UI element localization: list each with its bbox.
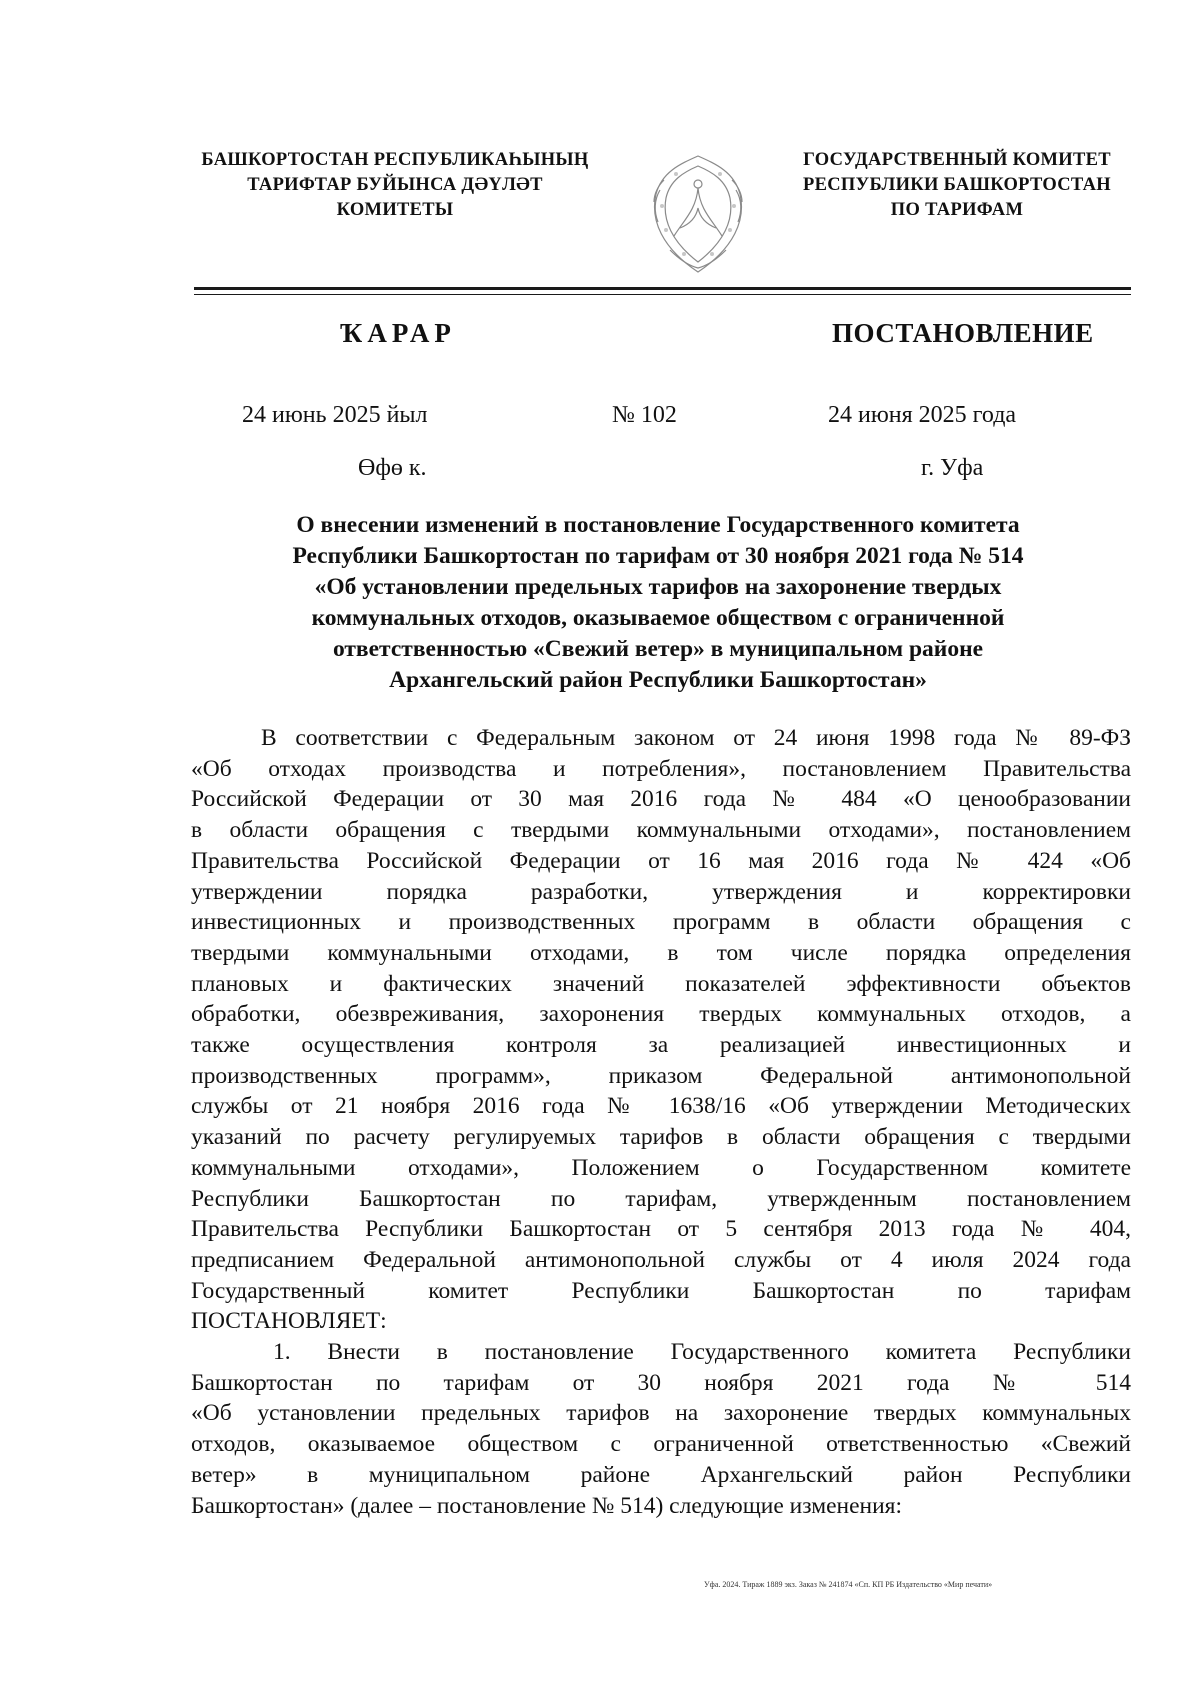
- body-line: плановых и фактических значений показателей эффективности объектов: [191, 970, 1131, 997]
- body-line: Правительства Республики Башкортостан от 5 сентября 2013 года № 404,: [191, 1216, 1131, 1243]
- body-line: обработки, обезвреживания, захоронения твердых коммунальных отходов, а: [191, 1001, 1131, 1028]
- document-body: [191, 723, 1131, 1521]
- body-line: В соответствии с Федеральным законом от 24 июня 1998 года № 89-ФЗ: [261, 725, 1131, 751]
- city-russian: г. Уфа: [921, 455, 984, 481]
- doc-type-bashkir: ҠАРАР: [340, 318, 456, 348]
- body-line: коммунальными отходами», Положением о Государственном комитете: [191, 1154, 1131, 1181]
- header-right-line: ГОСУДАРСТВЕННЫЙ КОМИТЕТ: [803, 150, 1111, 170]
- title-line: ответственностью «Свежий ветер» в муниципальном районе: [332, 636, 984, 662]
- body-line: «Об отходах производства и потребления», постановлением Правительства: [191, 755, 1131, 782]
- body-line: Башкортостан» (далее – постановление № 514) следующие изменения:: [191, 1492, 903, 1519]
- body-line: инвестиционных и производственных программ в области обращения с: [191, 909, 1131, 936]
- header-right-line: ПО ТАРИФАМ: [890, 200, 1024, 220]
- coat-of-arms-emblem-icon: [640, 150, 756, 278]
- body-line: отходов, оказываемое обществом с ограниченной ответственностью «Свежий: [191, 1431, 1131, 1458]
- header-divider-thin: [194, 294, 1131, 295]
- body-line: в области обращения с твердыми коммунальными отходами», постановлением: [191, 817, 1131, 844]
- document-number: № 102: [612, 402, 677, 428]
- body-line: предписанием Федеральной антимонопольной службы от 4 июля 2024 года: [191, 1246, 1131, 1273]
- body-line: Государственный комитет Республики Башкортостан по тарифам: [191, 1277, 1131, 1304]
- header-left-line: ТАРИФТАР БУЙЫНСА ДӘҮЛӘТ: [247, 175, 543, 195]
- body-line: Правительства Российской Федерации от 16 мая 2016 года № 424 «Об: [191, 847, 1131, 874]
- date-bashkir: 24 июнь 2025 йыл: [242, 402, 428, 428]
- body-line: Российской Федерации от 30 мая 2016 года № 484 «О ценообразовании: [191, 786, 1131, 813]
- header-left-bashkir: [175, 148, 615, 223]
- title-line: «Об установлении предельных тарифов на захоронение твердых: [314, 574, 1002, 600]
- header-left-line: БАШКОРТОСТАН РЕСПУБЛИКАҺЫНЫҢ: [201, 150, 589, 170]
- header-right-line: РЕСПУБЛИКИ БАШКОРТОСТАН: [802, 175, 1111, 195]
- body-line: ветер» в муниципальном районе Архангельский район Республики: [191, 1461, 1131, 1488]
- body-line: производственных программ», приказом Федеральной антимонопольной: [191, 1062, 1131, 1089]
- body-line: 1. Внести в постановление Государственного комитета Республики: [273, 1339, 1131, 1366]
- print-imprint-footer: Уфа. 2024. Тираж 1889 экз. Заказ № 241874 «Сп. КП РБ Издательство «Мир печати»: [704, 1580, 993, 1589]
- title-line: Республики Башкортостан по тарифам от 30 ноября 2021 года № 514: [292, 543, 1024, 569]
- body-line: службы от 21 ноября 2016 года № 1638/16 «Об утверждении Методических: [191, 1093, 1131, 1120]
- title-line: Архангельский район Республики Башкортостан»: [389, 667, 927, 693]
- body-line: также осуществления контроля за реализацией инвестиционных и: [191, 1032, 1131, 1059]
- body-line: твердыми коммунальными отходами, в том числе порядка определения: [191, 939, 1131, 966]
- document-title: [188, 510, 1128, 696]
- body-line: «Об установлении предельных тарифов на захоронение твердых коммунальных: [191, 1400, 1131, 1427]
- body-line: Республики Башкортостан по тарифам, утвержденным постановлением: [191, 1185, 1131, 1212]
- body-line: указаний по расчету регулируемых тарифов в области обращения с твердыми: [191, 1124, 1131, 1151]
- title-line: коммунальных отходов, оказываемое обществом с ограниченной: [311, 605, 1005, 631]
- title-line: О внесении изменений в постановление Государственного комитета: [296, 512, 1020, 538]
- header-right-russian: [772, 148, 1142, 223]
- body-line-resolves: ПОСТАНОВЛЯЕТ:: [191, 1308, 387, 1335]
- city-bashkir: Өфө к.: [358, 455, 427, 481]
- date-russian: 24 июня 2025 года: [828, 402, 1017, 428]
- header-divider-thick: [194, 287, 1131, 290]
- body-line: утверждении порядка разработки, утверждения и корректировки: [191, 878, 1131, 905]
- header-left-line: КОМИТЕТЫ: [336, 200, 454, 220]
- body-line: Башкортостан по тарифам от 30 ноября 2021 года № 514: [191, 1369, 1131, 1396]
- doc-type-russian: ПОСТАНОВЛЕНИЕ: [832, 318, 1094, 348]
